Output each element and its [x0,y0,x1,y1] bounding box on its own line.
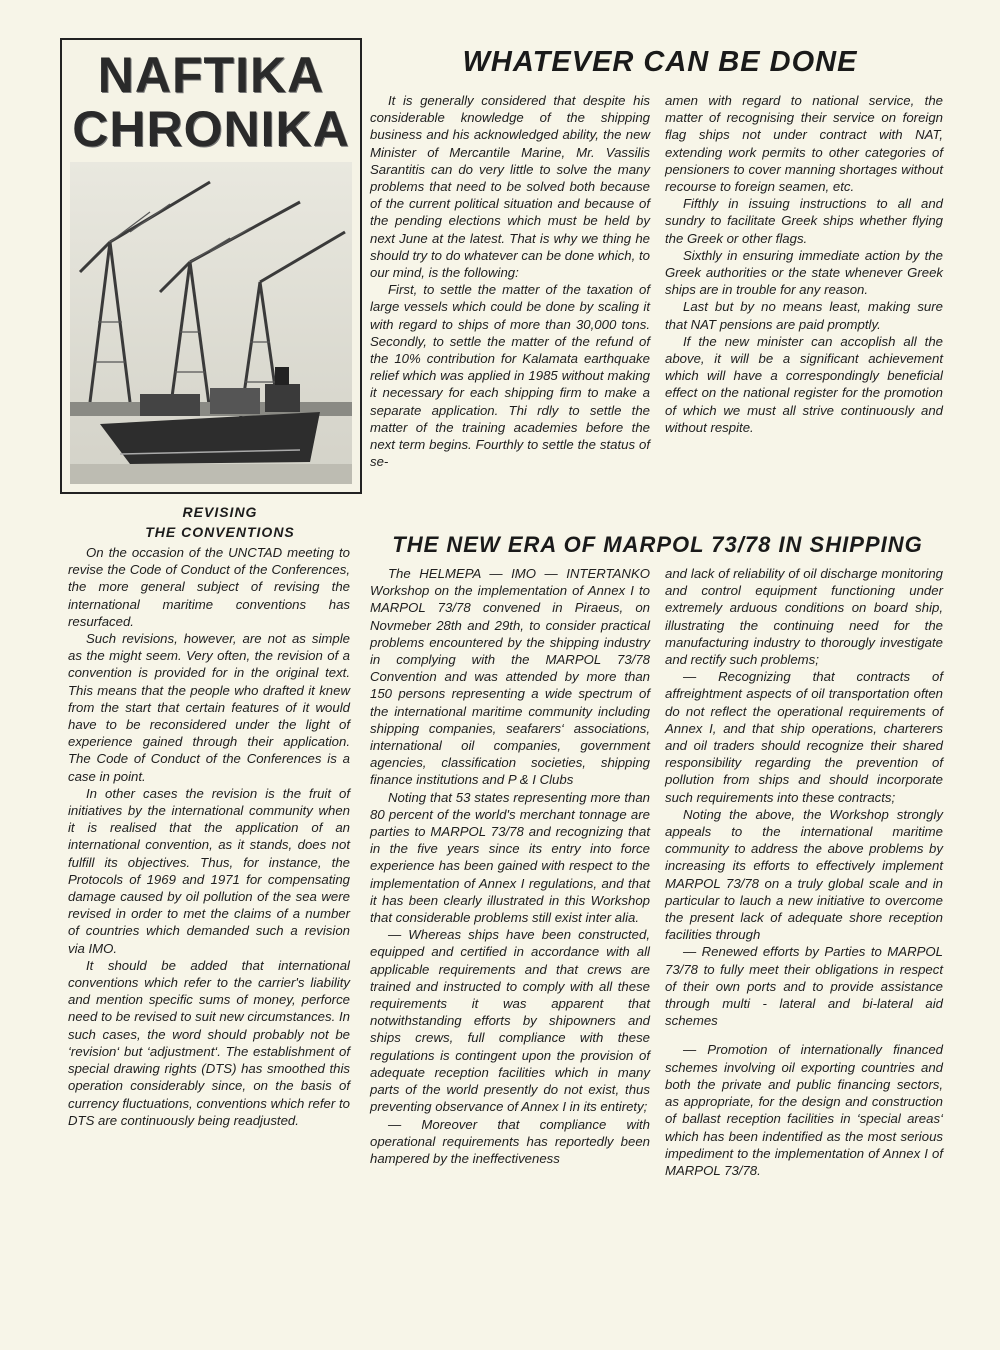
paragraph: — Recognizing that contracts of affreightment aspects of oil transportation often do not reflect the operational requirements of Annex I, and that ship operations, charterers and oil traders should recognize their shared responsibility regarding the prevention of pollution from ships and should incorporate such requirements into these contracts; [665,669,943,805]
marpol-article-column-2 [665,565,943,1179]
paragraph: It is generally considered that despite his considerable knowledge of the shipping business and his acknowledged ability, the new Minister of Mercantile Marine, Mr. Vassilis Sarantitis can do very little to solve the many problems that need to be solved both because of the current political situation and because of the pending elections which must be held by next June at the latest. That is why we thing he should try to do whatever can be done which, to our mind, is the following: [370,93,650,281]
sidebar-headline-line1: REVISING [182,504,258,520]
paragraph: In other cases the revision is the fruit of initiatives by the international community when it is realised that the application of an international convention, as it stands, does not fulfill its objectives. Thus, for instance, the Protocols of 1969 and 1971 for compensating damage caused by oil pollution of the sea were revised in order to met the claims of a number of countries which demanded such a revision via IMO. [68,785,350,956]
sidebar-column [68,544,350,1129]
container-crane-ship-photo [70,162,352,484]
main-article-column-1 [370,92,650,470]
paragraph: If the new minister can accoplish all the above, it will be a significant achievement which will have a correspondingly beneficial effect on the national register for the promotion of which we must all strive continuously and without respite. [665,333,943,435]
marpol-article-column-1 [370,565,650,1167]
paragraph: — Renewed efforts by Parties to MARPOL 73/78 to fully meet their obligations in respect of their own ports and to provide assistance through multi - lateral and bi-lateral aid schemes [665,944,943,1029]
marpol-article-headline: THE NEW ERA OF MARPOL 73/78 IN SHIPPING [392,532,923,557]
paragraph: On the occasion of the UNCTAD meeting to revise the Code of Conduct of the Conferences, the more general subject of revising the international maritime conventions has resurfaced. [68,545,350,629]
paragraph: Noting that 53 states representing more than 80 percent of the world's merchant tonnage are parties to MARPOL 73/78 and recognizing that in the five years since its entry into force experience has been gained with respect to the implementation of Annex I regulations, and that it has been clearly illustrated in this Workshop that considerable problems still exist inter alia. [370,789,650,926]
masthead-title-line2: CHRONIKA [72,101,350,157]
sidebar-headline-line2: THE CONVENTIONS [145,524,295,540]
masthead-box [60,38,362,494]
paragraph: Noting the above, the Workshop strongly appeals to the international maritime community to address the above problems by increasing its efforts to effectively implement MARPOL 73/78 on a truly global scale and in particular to lauch a new initiative to overcome the present lack of adequate shore reception facilities through [665,806,943,943]
masthead-title-line1: NAFTIKA [97,47,325,103]
main-article-column-2 [665,92,943,436]
masthead-title [62,48,360,156]
paragraph: First, to settle the matter of the taxation of large vessels which could be done by scaling it with regard to ships of more than 30,000 tons. Secondly, to settle the matter of the refund of the 10% contribution for Kalamata earthquake relief which was applied in 1985 without making it necessary for each shipping firm to make a separate application. Thi rdly to settle the matter of the training academies before the next term begins. Fourthly to settle the status of se- [370,282,650,470]
paragraph: amen with regard to national service, the matter of recognising their service on foreign flag ships not under contract with NAT, extending work permits to other categories of pensioners to cover manning shortages without recourse to foreign seamen, etc. [665,93,943,195]
paragraph: — Promotion of internationally financed schemes involving oil exporting countries and both the private and public financing sectors, as appropriate, for the design and construction of ballast reception facilities in ‘special areas‘ which has been indentified as the most serious impediment to the implementation of Annex I of MARPOL 73/78. [665,1042,943,1178]
paragraph: Such revisions, however, are not as simple as the might seem. Very often, the revision of a convention is provided for in the original text. This means that the people who drafted it knew from the start that certain features of it would have to be reconsidered under the light of experience gained through their application. The Code of Conduct of the Conferences is a case in point. [68,631,350,784]
paragraph: It should be added that international conventions which refer to the carrier's liability and mention specific sums of money, perforce need to be revised to suit new circumstances. In such cases, the word should probably not be ‘revision‘ but ‘adjustment‘. The establishment of special drawing rights (DTS) has smoothed this operation considerably since, on the basis of currency fluctuations, conventions which refer to DTS are continuously being readjusted. [68,957,350,1128]
paragraph: Last but by no means least, making sure that NAT pensions are paid promptly. [665,299,943,332]
paragraph: Fifthly in issuing instructions to all and sundry to facilitate Greek ships whether flying the Greek or other flags. [665,196,943,246]
paragraph: Sixthly in ensuring immediate action by the Greek authorities or the state whenever Greek ships are in trouble for any reason. [665,247,943,298]
paragraph: and lack of reliability of oil discharge monitoring and control equipment functioning under extremely arduous conditions on board ship, illustrating the continuing need for the manufacturing industry to thorougly investigate and rectify such problems; [665,566,943,668]
paragraph: — Moreover that compliance with operational requirements has reportedly been hampered by the ineffectiveness [370,1116,650,1166]
paragraph: — Whereas ships have been constructed, equipped and certified in accordance with all applicable requirements and that crews are trained and instructed to comply with all these requirements it was apparent that notwithstanding efforts by shipowners and ships crews, full compliance with these regulations is contingent upon the provision of adequate reception facilities which in many parts of the world presently do not exist, thus preventing observance of Annex I in its entirety; [370,927,650,1115]
paragraph: The HELMEPA — IMO — INTERTANKO Workshop on the implementation of Annex I to MARPOL 73/78 convened in Piraeus, on Novmeber 28th and 29th, to consider practical problems encountered by the shipping industry in complying with the MARPOL 73/78 Convention and was attended by more than 150 persons representing a wide spectrum of the international maritime community including shipping companies, seafarers‘ associations, international oil companies, government agencies, classification societies, shipping finance institutions and P & I Clubs [370,566,650,788]
sidebar-headline [110,502,330,542]
main-article-headline: WHATEVER CAN BE DONE [462,46,858,78]
